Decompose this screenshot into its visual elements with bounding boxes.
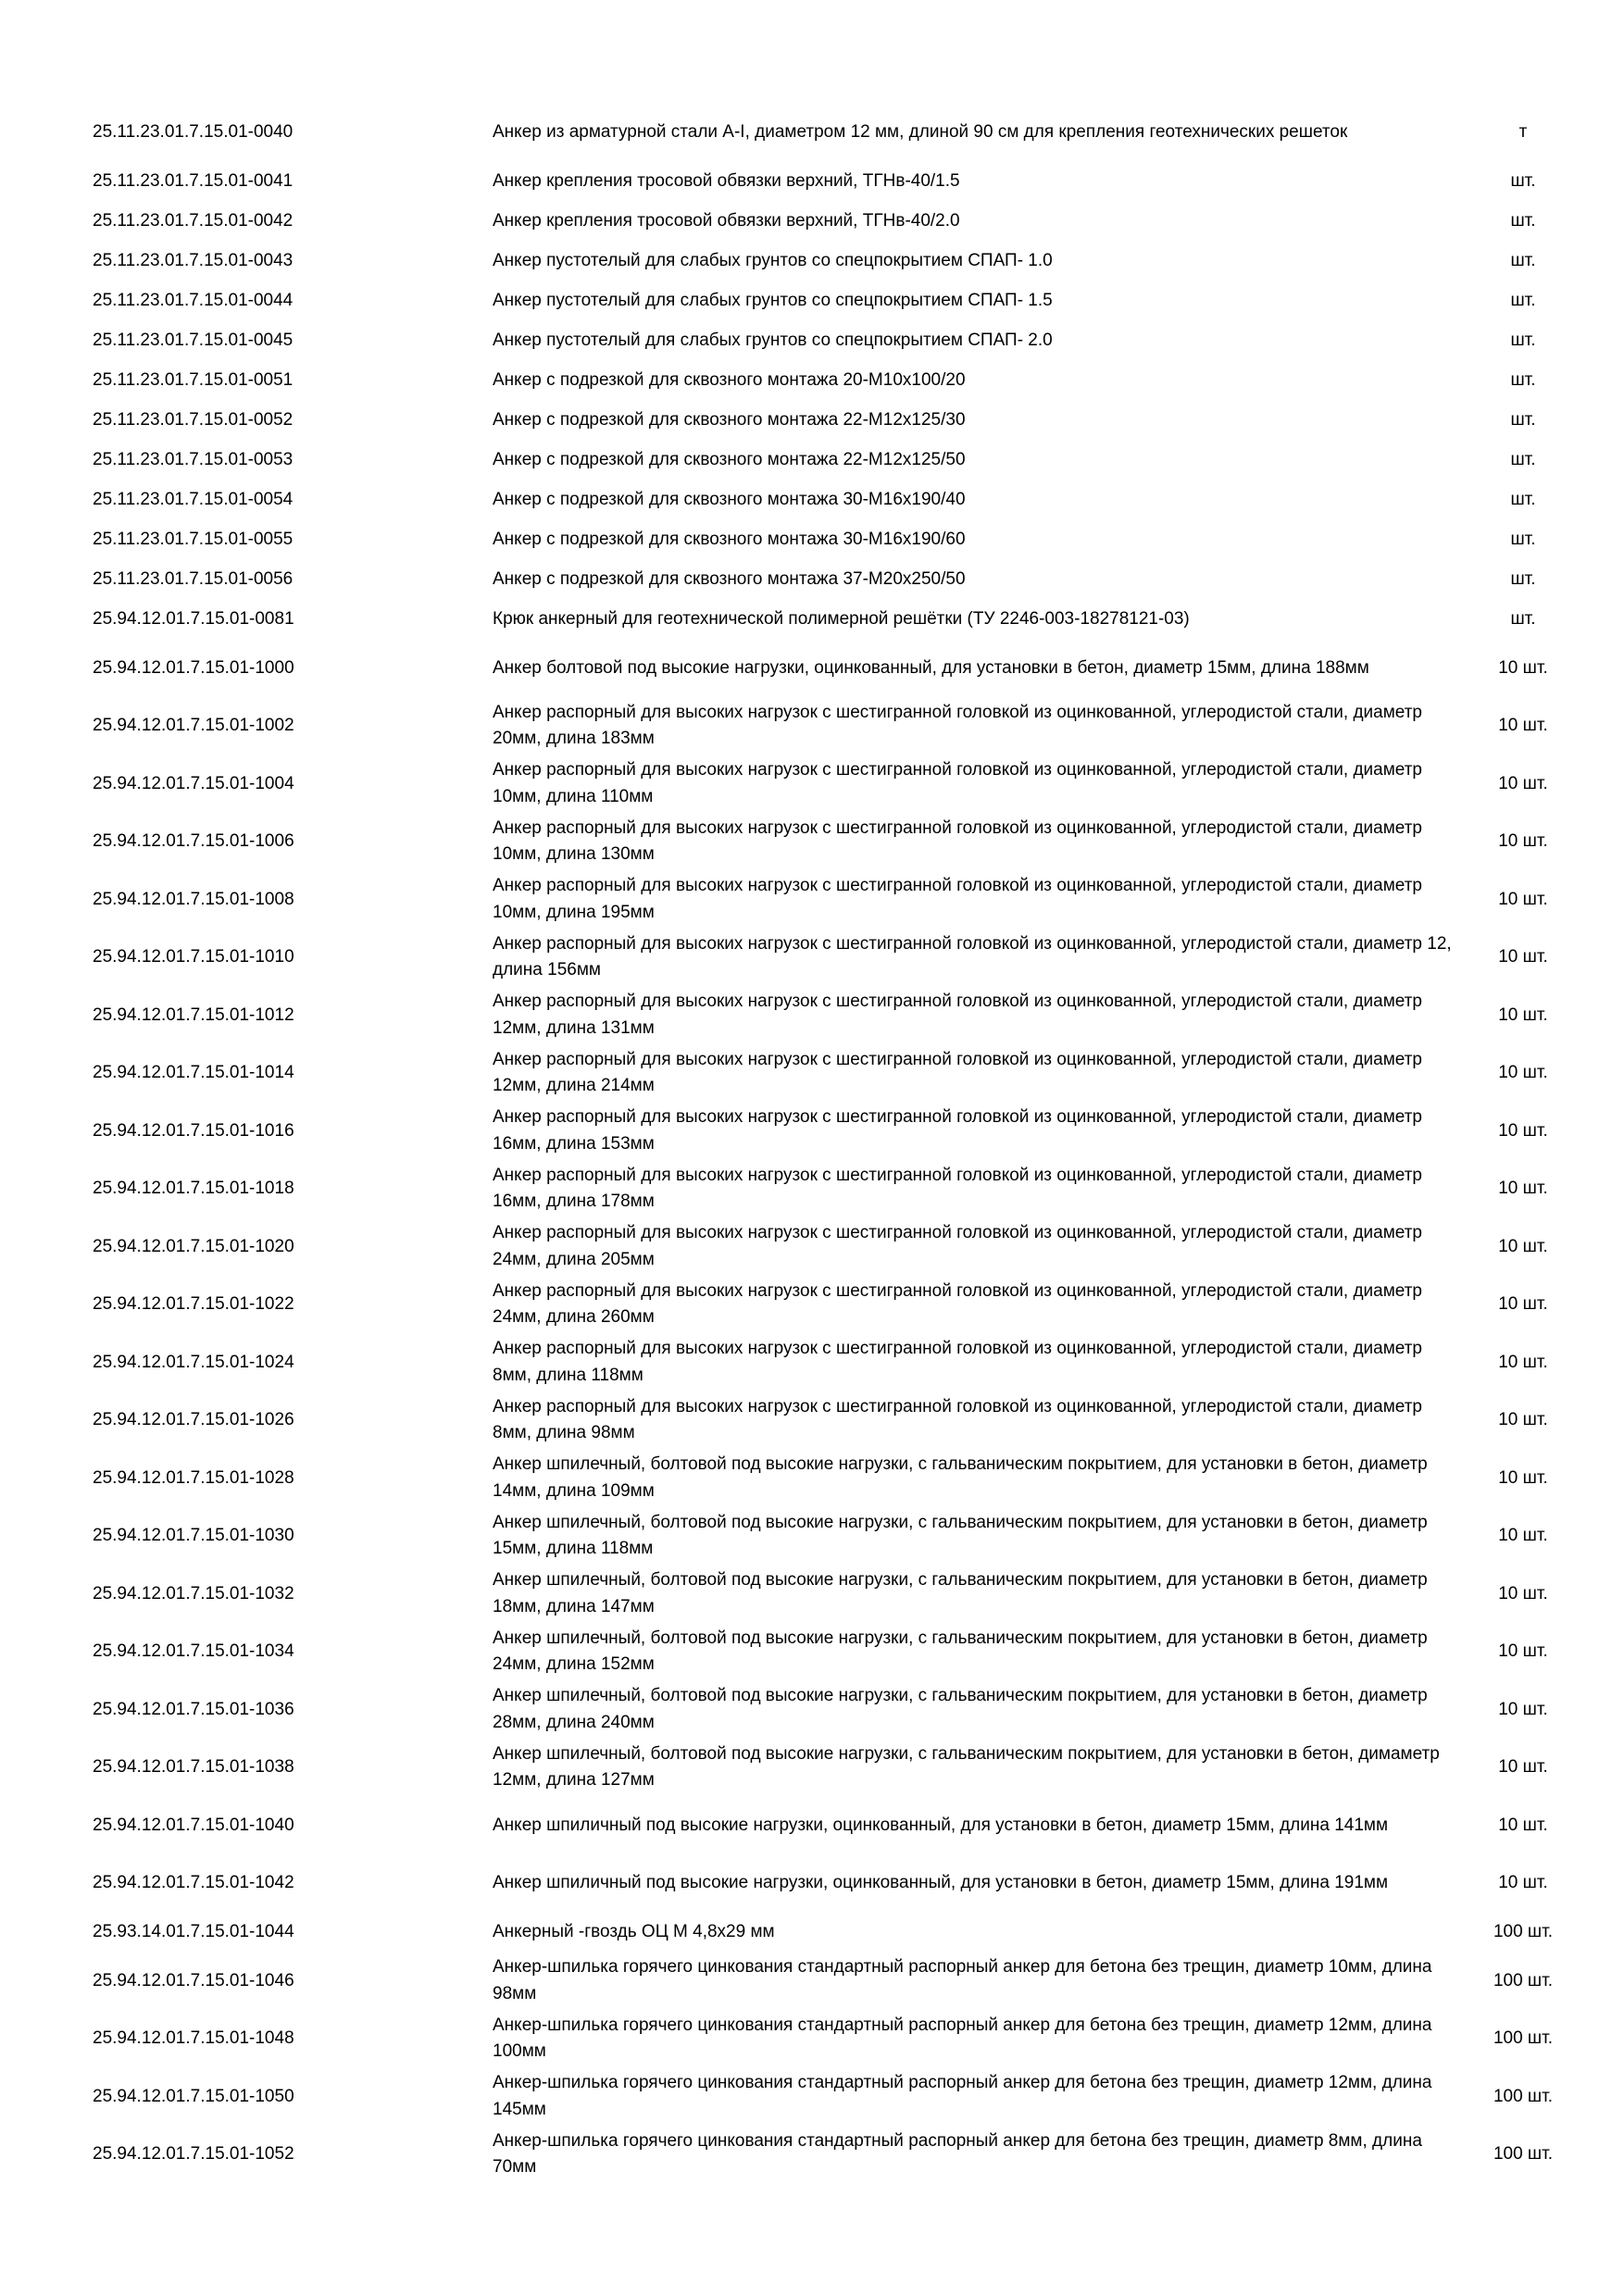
table-row — [93, 520, 1593, 560]
table-row — [93, 560, 1593, 600]
table-row — [93, 480, 1593, 520]
resource-name: Анкер шпилечный, болтовой под высокие нагрузки, с гальваническим покрытием, для установки в бетон, диаметр 14мм, длина 109мм — [493, 1454, 1428, 1501]
resource-code: 25.11.23.01.7.15.01-0041 — [93, 170, 294, 191]
table-row — [93, 1854, 1593, 1913]
table-row — [93, 813, 1593, 871]
table-row — [93, 1507, 1593, 1566]
table-row — [93, 162, 1593, 202]
resource-name: Анкер шпилечный, болтовой под высокие нагрузки, с гальваническим покрытием, для установки в бетон, диаметр 24мм, длина 152мм — [493, 1628, 1428, 1675]
table-row — [93, 600, 1593, 640]
resource-unit: шт. — [1510, 608, 1536, 629]
resource-unit: шт. — [1510, 210, 1536, 231]
resource-code: 25.94.12.01.7.15.01-1050 — [93, 2086, 294, 2106]
resource-unit: 10 шт. — [1498, 657, 1548, 678]
table-row — [93, 1044, 1593, 1103]
table-row — [93, 1218, 1593, 1277]
resource-name: Анкер болтовой под высокие нагрузки, оцинкованный, для установки в бетон, диаметр 15мм, длина 188мм — [493, 657, 1369, 678]
resource-code: 25.11.23.01.7.15.01-0045 — [93, 330, 294, 350]
resource-code: 25.94.12.01.7.15.01-1052 — [93, 2144, 294, 2164]
table-row — [93, 2126, 1593, 2184]
table-row — [93, 697, 1593, 755]
table-row — [93, 987, 1593, 1045]
resource-name: Анкер распорный для высоких нагрузок с шестигранной головкой из оцинкованной, углеродистой стали, диаметр 24мм, длина 260мм — [493, 1280, 1422, 1328]
resource-unit: 10 шт. — [1498, 1467, 1548, 1488]
resource-code: 25.11.23.01.7.15.01-0051 — [93, 369, 294, 390]
resource-unit: 10 шт. — [1498, 947, 1548, 967]
table-row — [93, 755, 1593, 814]
resource-name: Анкер шпиличный под высокие нагрузки, оцинкованный, для установки в бетон, диаметр 15мм, длина 191мм — [493, 1873, 1389, 1892]
resource-unit: шт. — [1510, 449, 1536, 469]
table-row — [93, 242, 1593, 281]
resource-unit: 10 шт. — [1498, 1410, 1548, 1429]
resource-unit: 10 шт. — [1498, 1179, 1548, 1198]
resource-code: 25.94.12.01.7.15.01-1022 — [93, 1294, 294, 1314]
resource-unit: 10 шт. — [1498, 1757, 1548, 1777]
resource-name: Анкер распорный для высоких нагрузок с шестигранной головкой из оцинкованной, углеродистой стали, диаметр 12мм, длина 214мм — [493, 1049, 1422, 1096]
catalog-rows — [93, 104, 1593, 2184]
resource-unit: шт. — [1510, 529, 1536, 549]
resource-name: Анкер распорный для высоких нагрузок с шестигранной головкой из оцинкованной, углеродистой стали, диаметр 16мм, длина 153мм — [493, 1107, 1422, 1154]
table-row — [93, 281, 1593, 321]
resource-unit: 10 шт. — [1498, 1583, 1548, 1603]
resource-code: 25.11.23.01.7.15.01-0044 — [93, 290, 294, 310]
resource-code: 25.94.12.01.7.15.01-0081 — [93, 608, 294, 629]
table-row — [93, 1797, 1593, 1855]
resource-unit: 10 шт. — [1498, 889, 1548, 909]
resource-code: 25.94.12.01.7.15.01-1024 — [93, 1352, 294, 1372]
resource-code: 25.94.12.01.7.15.01-1010 — [93, 947, 294, 967]
resource-code: 25.94.12.01.7.15.01-1012 — [93, 1004, 294, 1025]
resource-code: 25.11.23.01.7.15.01-0053 — [93, 449, 294, 469]
resource-code: 25.94.12.01.7.15.01-1016 — [93, 1120, 294, 1141]
resource-code: 25.94.12.01.7.15.01-1048 — [93, 2028, 294, 2048]
resource-name: Анкер пустотелый для слабых грунтов со спецпокрытием СПАП- 1.0 — [493, 250, 1053, 270]
resource-unit: шт. — [1510, 568, 1536, 589]
resource-name: Анкер распорный для высоких нагрузок с шестигранной головкой из оцинкованной, углеродистой стали, диаметр 24мм, длина 205мм — [493, 1223, 1422, 1269]
resource-code: 25.94.12.01.7.15.01-1040 — [93, 1815, 294, 1835]
resource-code: 25.11.23.01.7.15.01-0040 — [93, 122, 294, 142]
resource-unit: шт. — [1510, 409, 1536, 430]
resource-code: 25.94.12.01.7.15.01-1020 — [93, 1236, 294, 1256]
resource-code: 25.11.23.01.7.15.01-0042 — [93, 210, 294, 231]
resource-unit: 10 шт. — [1498, 716, 1548, 735]
resource-unit: шт. — [1510, 489, 1536, 509]
table-row — [93, 1739, 1593, 1797]
resource-name: Анкер шпилечный, болтовой под высокие нагрузки, с гальваническим покрытием, для установки в бетон, диаметр 15мм, длина 118мм — [493, 1512, 1428, 1559]
resource-unit: шт. — [1510, 170, 1536, 191]
resource-name: Анкер пустотелый для слабых грунтов со спецпокрытием СПАП- 2.0 — [493, 330, 1053, 350]
table-row — [93, 1103, 1593, 1161]
resource-unit: 10 шт. — [1498, 1236, 1548, 1256]
resource-code: 25.94.12.01.7.15.01-1028 — [93, 1467, 294, 1488]
resource-unit: 10 шт. — [1498, 1063, 1548, 1082]
resource-code: 25.11.23.01.7.15.01-0043 — [93, 250, 294, 270]
resource-code: 25.94.12.01.7.15.01-1002 — [93, 716, 294, 735]
resource-unit: 10 шт. — [1498, 831, 1548, 851]
resource-code: 25.94.12.01.7.15.01-1004 — [93, 773, 294, 793]
table-row — [93, 1391, 1593, 1450]
table-row — [93, 871, 1593, 930]
table-row — [93, 1953, 1593, 2011]
resource-name: Анкер распорный для высоких нагрузок с шестигранной головкой из оцинкованной, углеродистой стали, диаметр 12, длина 156мм — [493, 933, 1452, 980]
table-row — [93, 2068, 1593, 2127]
resource-name: Анкер с подрезкой для сквозного монтажа 22-М12х125/50 — [493, 449, 966, 469]
table-row — [93, 1450, 1593, 1508]
resource-name: Анкер-шпилька горячего цинкования стандартный распорный анкер для бетона без трещин, диаметр 8мм, длина 70мм — [493, 2130, 1422, 2177]
resource-code: 25.93.14.01.7.15.01-1044 — [93, 1921, 294, 1941]
resource-unit: 10 шт. — [1498, 1004, 1548, 1025]
resource-catalog-table — [93, 104, 1593, 2184]
resource-unit: 10 шт. — [1498, 773, 1548, 793]
resource-unit: т — [1518, 122, 1528, 142]
resource-unit: шт. — [1510, 250, 1536, 270]
resource-unit: 10 шт. — [1498, 1699, 1548, 1719]
resource-code: 25.94.12.01.7.15.01-1006 — [93, 831, 294, 851]
table-row — [93, 441, 1593, 480]
resource-code: 25.94.12.01.7.15.01-1014 — [93, 1063, 294, 1082]
resource-name: Анкер распорный для высоких нагрузок с шестигранной головкой из оцинкованной, углеродистой стали, диаметр 10мм, длина 110мм — [493, 760, 1422, 806]
resource-name: Анкер распорный для высоких нагрузок с шестигранной головкой из оцинкованной, углеродистой стали, диаметр 8мм, длина 118мм — [493, 1339, 1422, 1385]
table-row — [93, 361, 1593, 401]
resource-name: Анкер распорный для высоких нагрузок с шестигранной головкой из оцинкованной, углеродистой стали, диаметр 10мм, длина 130мм — [493, 817, 1422, 865]
resource-unit: 10 шт. — [1498, 1120, 1548, 1141]
resource-code: 25.11.23.01.7.15.01-0054 — [93, 489, 294, 509]
resource-name: Анкер с подрезкой для сквозного монтажа 30-М16х190/40 — [493, 489, 966, 509]
table-row — [93, 929, 1593, 987]
resource-unit: шт. — [1510, 330, 1536, 350]
resource-unit: 10 шт. — [1498, 1641, 1548, 1661]
resource-name: Анкер шпиличный под высокие нагрузки, оцинкованный, для установки в бетон, диаметр 15мм, длина 141мм — [493, 1815, 1389, 1835]
resource-name: Анкер распорный для высоких нагрузок с шестигранной головкой из оцинкованной, углеродистой стали, диаметр 8мм, длина 98мм — [493, 1396, 1422, 1443]
resource-unit: 100 шт. — [1493, 2144, 1554, 2164]
resource-name: Анкерный -гвоздь ОЦ М 4,8х29 мм — [493, 1921, 775, 1941]
resource-name: Анкер крепления тросовой обвязки верхний, ТГНв-40/1.5 — [493, 170, 960, 191]
resource-code: 25.11.23.01.7.15.01-0056 — [93, 568, 294, 589]
resource-unit: 100 шт. — [1493, 2028, 1554, 2048]
resource-code: 25.94.12.01.7.15.01-1038 — [93, 1757, 294, 1777]
resource-code: 25.94.12.01.7.15.01-1008 — [93, 889, 294, 909]
table-row — [93, 1566, 1593, 1624]
resource-code: 25.94.12.01.7.15.01-1030 — [93, 1526, 294, 1545]
resource-name: Анкер распорный для высоких нагрузок с шестигранной головкой из оцинкованной, углеродистой стали, диаметр 20мм, длина 183мм — [493, 702, 1422, 749]
resource-name: Анкер с подрезкой для сквозного монтажа 20-М10х100/20 — [493, 369, 966, 390]
table-row — [93, 202, 1593, 242]
resource-code: 25.94.12.01.7.15.01-1036 — [93, 1699, 294, 1719]
resource-code: 25.94.12.01.7.15.01-1034 — [93, 1641, 294, 1661]
resource-unit: 10 шт. — [1498, 1526, 1548, 1545]
resource-code: 25.94.12.01.7.15.01-1042 — [93, 1873, 294, 1892]
resource-name: Анкер распорный для высоких нагрузок с шестигранной головкой из оцинкованной, углеродистой стали, диаметр 10мм, длина 195мм — [493, 876, 1422, 922]
table-row — [93, 1160, 1593, 1218]
resource-code: 25.94.12.01.7.15.01-1000 — [93, 657, 294, 678]
resource-code: 25.94.12.01.7.15.01-1026 — [93, 1410, 294, 1429]
resource-name: Крюк анкерный для геотехнической полимерной решётки (ТУ 2246-003-18278121-03) — [493, 608, 1190, 629]
resource-name: Анкер распорный для высоких нагрузок с шестигранной головкой из оцинкованной, углеродистой стали, диаметр 12мм, длина 131мм — [493, 992, 1422, 1038]
resource-unit: 10 шт. — [1498, 1815, 1548, 1835]
resource-name: Анкер с подрезкой для сквозного монтажа 22-М12х125/30 — [493, 409, 966, 430]
resource-name: Анкер шпилечный, болтовой под высокие нагрузки, с гальваническим покрытием, для установки в бетон, диаметр 28мм, длина 240мм — [493, 1686, 1428, 1732]
resource-unit: 10 шт. — [1498, 1352, 1548, 1372]
resource-unit: шт. — [1510, 290, 1536, 310]
resource-code: 25.94.12.01.7.15.01-1032 — [93, 1583, 294, 1603]
resource-name: Анкер-шпилька горячего цинкования стандартный распорный анкер для бетона без трещин, диаметр 10мм, длина 98мм — [493, 1957, 1432, 2003]
resource-unit: 100 шт. — [1493, 1921, 1554, 1941]
resource-name: Анкер с подрезкой для сквозного монтажа 30-М16х190/60 — [493, 529, 966, 549]
table-row — [93, 1681, 1593, 1740]
table-row — [93, 401, 1593, 441]
table-row — [93, 1913, 1593, 1953]
resource-name: Анкер из арматурной стали А-I, диаметром 12 мм, длиной 90 см для крепления геотехнических решеток — [493, 122, 1348, 142]
resource-unit: 100 шт. — [1493, 2086, 1554, 2106]
resource-code: 25.11.23.01.7.15.01-0052 — [93, 409, 294, 430]
table-row — [93, 2010, 1593, 2068]
table-row — [93, 1276, 1593, 1334]
resource-name: Анкер с подрезкой для сквозного монтажа 37-М20х250/50 — [493, 568, 966, 589]
resource-code: 25.94.12.01.7.15.01-1018 — [93, 1179, 294, 1198]
resource-name: Анкер шпилечный, болтовой под высокие нагрузки, с гальваническим покрытием, для установки в бетон, димаметр 12мм, длина 127мм — [493, 1743, 1440, 1791]
resource-name: Анкер крепления тросовой обвязки верхний, ТГНв-40/2.0 — [493, 210, 960, 231]
resource-unit: 10 шт. — [1498, 1294, 1548, 1314]
resource-unit: 10 шт. — [1498, 1873, 1548, 1892]
table-row — [93, 1334, 1593, 1392]
resource-name: Анкер распорный для высоких нагрузок с шестигранной головкой из оцинкованной, углеродистой стали, диаметр 16мм, длина 178мм — [493, 1165, 1422, 1212]
table-row — [93, 321, 1593, 361]
resource-code: 25.11.23.01.7.15.01-0055 — [93, 529, 294, 549]
table-row — [93, 104, 1593, 162]
resource-unit: 100 шт. — [1493, 1970, 1554, 1990]
resource-code: 25.94.12.01.7.15.01-1046 — [93, 1970, 294, 1990]
resource-name: Анкер-шпилька горячего цинкования стандартный распорный анкер для бетона без трещин, диаметр 12мм, длина 100мм — [493, 2015, 1432, 2062]
resource-name: Анкер-шпилька горячего цинкования стандартный распорный анкер для бетона без трещин, диаметр 12мм, длина 145мм — [493, 2073, 1432, 2119]
resource-name: Анкер пустотелый для слабых грунтов со спецпокрытием СПАП- 1.5 — [493, 290, 1053, 310]
table-row — [93, 1623, 1593, 1681]
resource-name: Анкер шпилечный, болтовой под высокие нагрузки, с гальваническим покрытием, для установки в бетон, диаметр 18мм, длина 147мм — [493, 1570, 1428, 1616]
resource-unit: шт. — [1510, 369, 1536, 390]
table-row — [93, 640, 1593, 698]
